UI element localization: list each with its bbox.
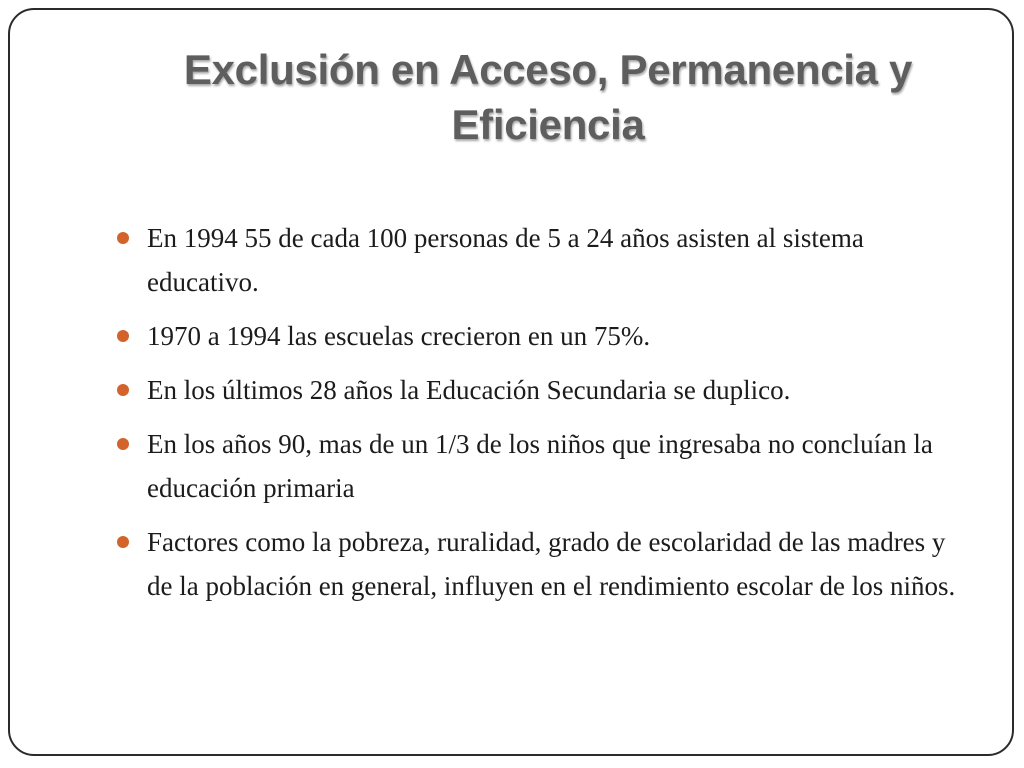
bullet-dot-icon: [117, 438, 129, 450]
bullet-item: [112, 422, 962, 510]
bullet-text: En 1994 55 de cada 100 personas de 5 a 24 años asisten al sistema educativo.: [147, 223, 864, 297]
bullet-text: Factores como la pobreza, ruralidad, grado de escolaridad de las madres y de la población en general, influyen en el rendimiento escolar de los niños.: [147, 527, 956, 601]
bullet-dot-icon: [117, 536, 129, 548]
bullet-text: 1970 a 1994 las escuelas crecieron en un 75%.: [147, 321, 651, 351]
bullet-item: [112, 314, 962, 358]
bullet-dot-icon: [117, 330, 129, 342]
slide-frame: [8, 8, 1014, 756]
bullet-item: [112, 520, 962, 608]
bullet-dot-icon: [117, 384, 129, 396]
bullet-dot-icon: [117, 232, 129, 244]
bullet-text: En los años 90, mas de un 1/3 de los niños que ingresaba no concluían la educación primaria: [147, 429, 933, 503]
bullet-item: [112, 216, 962, 304]
bullet-text: En los últimos 28 años la Educación Secundaria se duplico.: [147, 375, 791, 405]
slide-title: Exclusión en Acceso, Permanencia y Eficiencia: [183, 46, 913, 148]
bullet-item: [112, 368, 962, 412]
bullet-list: [112, 216, 962, 618]
